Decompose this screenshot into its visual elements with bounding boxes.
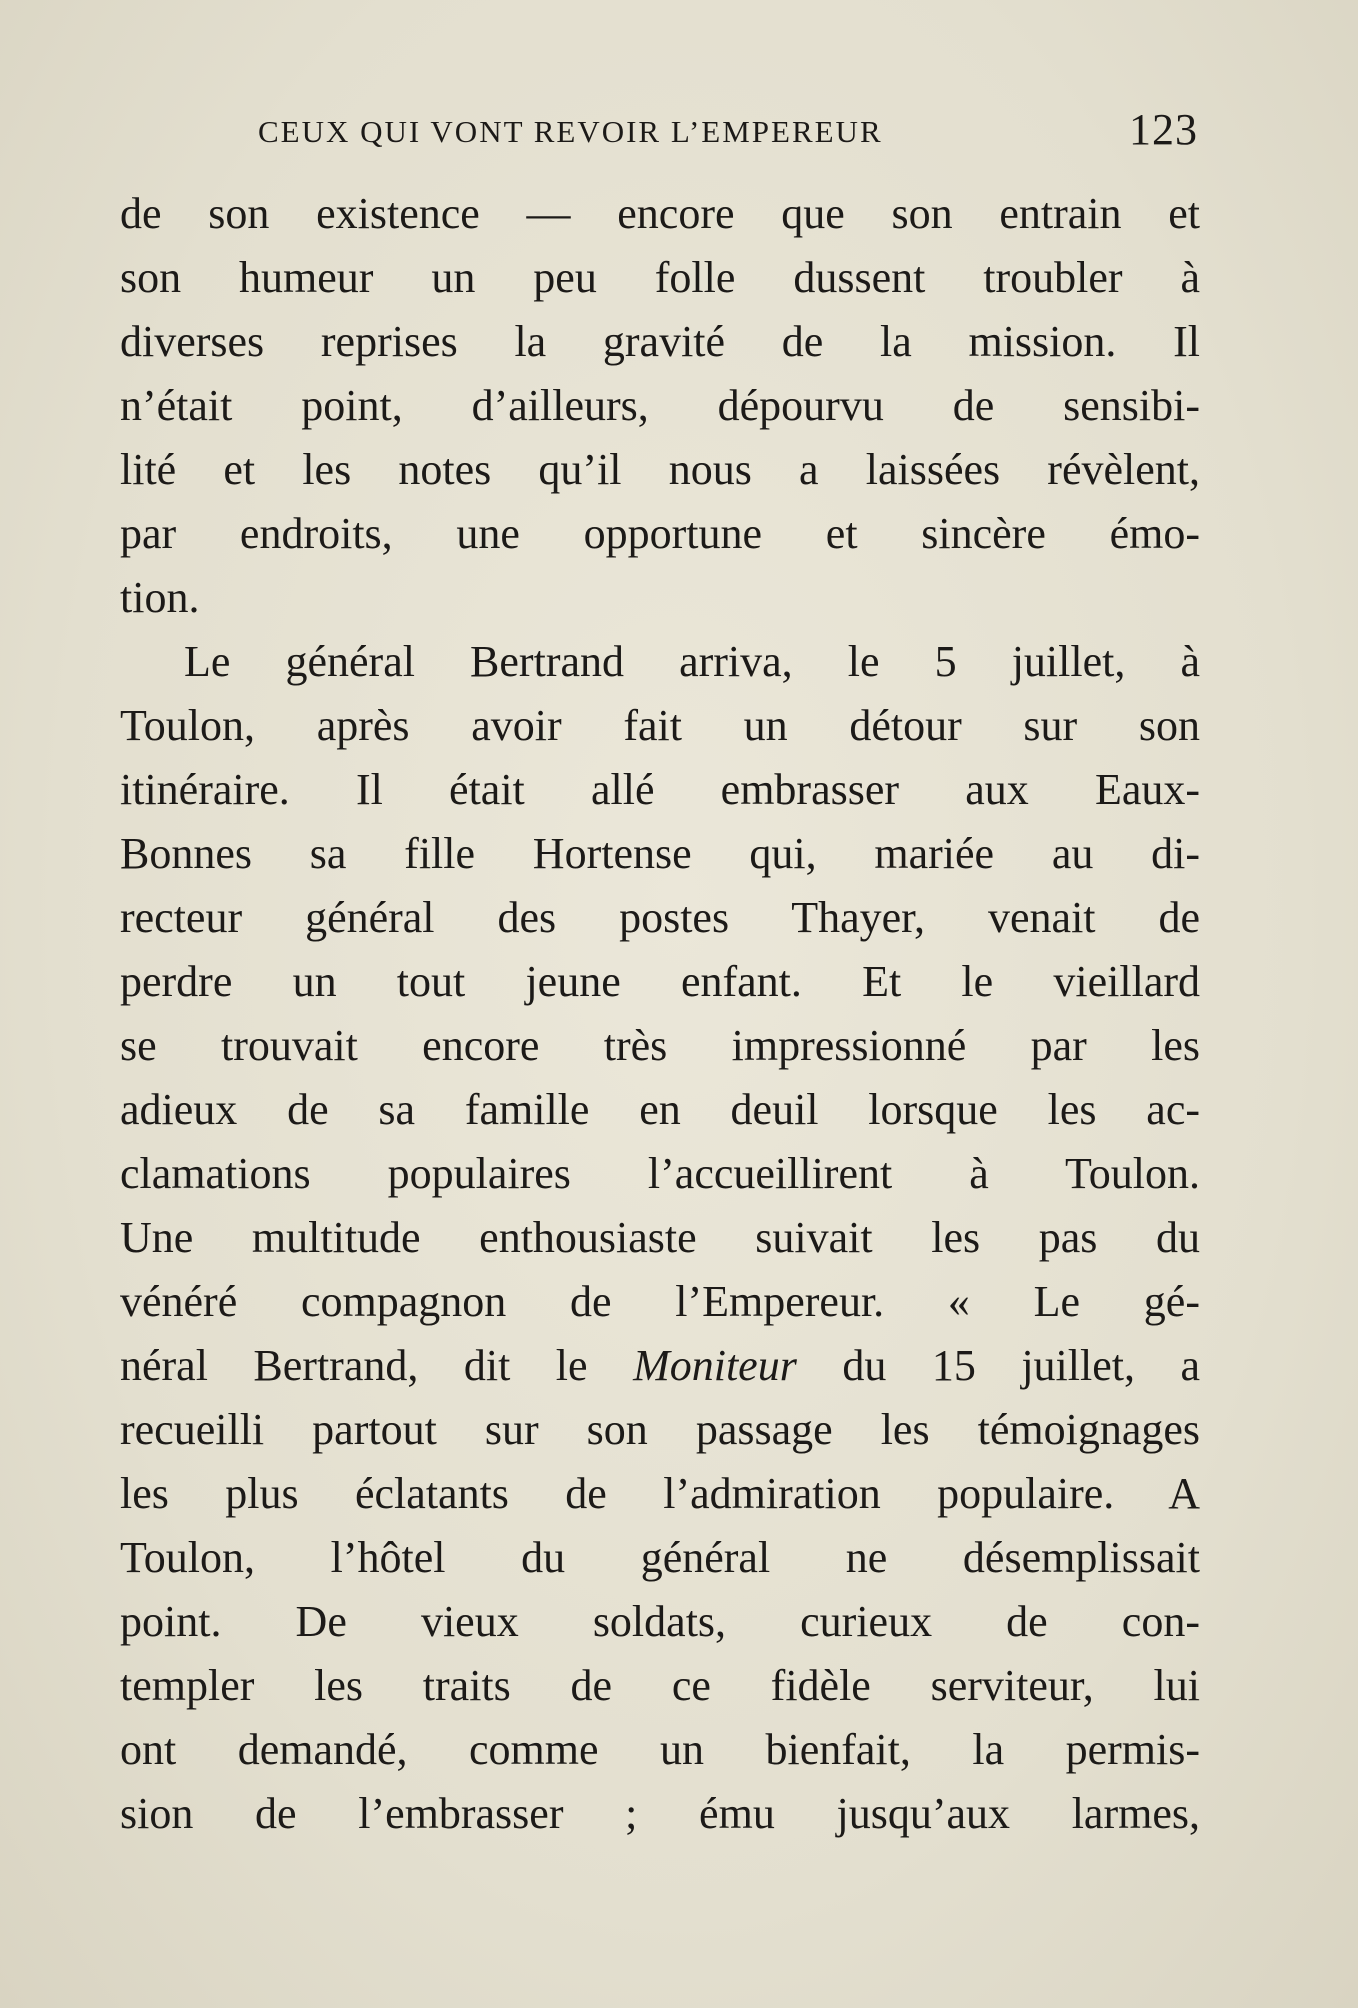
text-line: recueilli partout sur son passage les témoignages bbox=[120, 1405, 1200, 1454]
text-line: ont demandé, comme un bienfait, la permis- bbox=[120, 1725, 1200, 1774]
text-line: se trouvait encore très impressionné par les bbox=[120, 1021, 1200, 1070]
text-line: par endroits, une opportune et sincère émo- bbox=[120, 509, 1200, 558]
running-title: CEUX QUI VONT REVOIR L’EMPEREUR bbox=[258, 114, 883, 149]
text-line: diverses reprises la gravité de la mission. Il bbox=[120, 317, 1200, 366]
text-line: Toulon, l’hôtel du général ne désemplissait bbox=[120, 1533, 1200, 1582]
paragraph-first-line: Le général Bertrand arriva, le 5 juillet, à bbox=[184, 637, 1200, 686]
text-line: de son existence — encore que son entrain et bbox=[120, 189, 1200, 238]
text-segment: du 15 juillet, a bbox=[796, 1341, 1200, 1390]
running-head bbox=[258, 104, 1198, 164]
text-line: les plus éclatants de l’admiration populaire. A bbox=[120, 1469, 1200, 1518]
text-line: vénéré compagnon de l’Empereur. « Le gé- bbox=[120, 1277, 1200, 1326]
body-text bbox=[120, 182, 1200, 1846]
text-line bbox=[120, 1334, 1200, 1398]
text-line: recteur général des postes Thayer, venait de bbox=[120, 893, 1200, 942]
text-line: Bonnes sa fille Hortense qui, mariée au di- bbox=[120, 829, 1200, 878]
text-line: son humeur un peu folle dussent troubler à bbox=[120, 253, 1200, 302]
text-line: n’était point, d’ailleurs, dépourvu de sensibi- bbox=[120, 381, 1200, 430]
text-line: clamations populaires l’accueillirent à Toulon. bbox=[120, 1149, 1200, 1198]
text-line: adieux de sa famille en deuil lorsque les ac- bbox=[120, 1085, 1200, 1134]
text-line: lité et les notes qu’il nous a laissées révèlent, bbox=[120, 445, 1200, 494]
text-line: Une multitude enthousiaste suivait les pas du bbox=[120, 1213, 1200, 1262]
text-line: perdre un tout jeune enfant. Et le vieillard bbox=[120, 957, 1200, 1006]
text-line: templer les traits de ce fidèle serviteur, lui bbox=[120, 1661, 1200, 1710]
text-line: point. De vieux soldats, curieux de con- bbox=[120, 1597, 1200, 1646]
text-line: tion. bbox=[120, 573, 200, 622]
text-line: Toulon, après avoir fait un détour sur son bbox=[120, 701, 1200, 750]
text-line: sion de l’embrasser ; ému jusqu’aux larmes, bbox=[120, 1789, 1200, 1838]
text-line: itinéraire. Il était allé embrasser aux Eaux- bbox=[120, 765, 1200, 814]
page-number: 123 bbox=[1129, 105, 1198, 154]
text-segment: néral Bertrand, dit le bbox=[120, 1341, 634, 1390]
italic-title: Moniteur bbox=[633, 1341, 797, 1390]
